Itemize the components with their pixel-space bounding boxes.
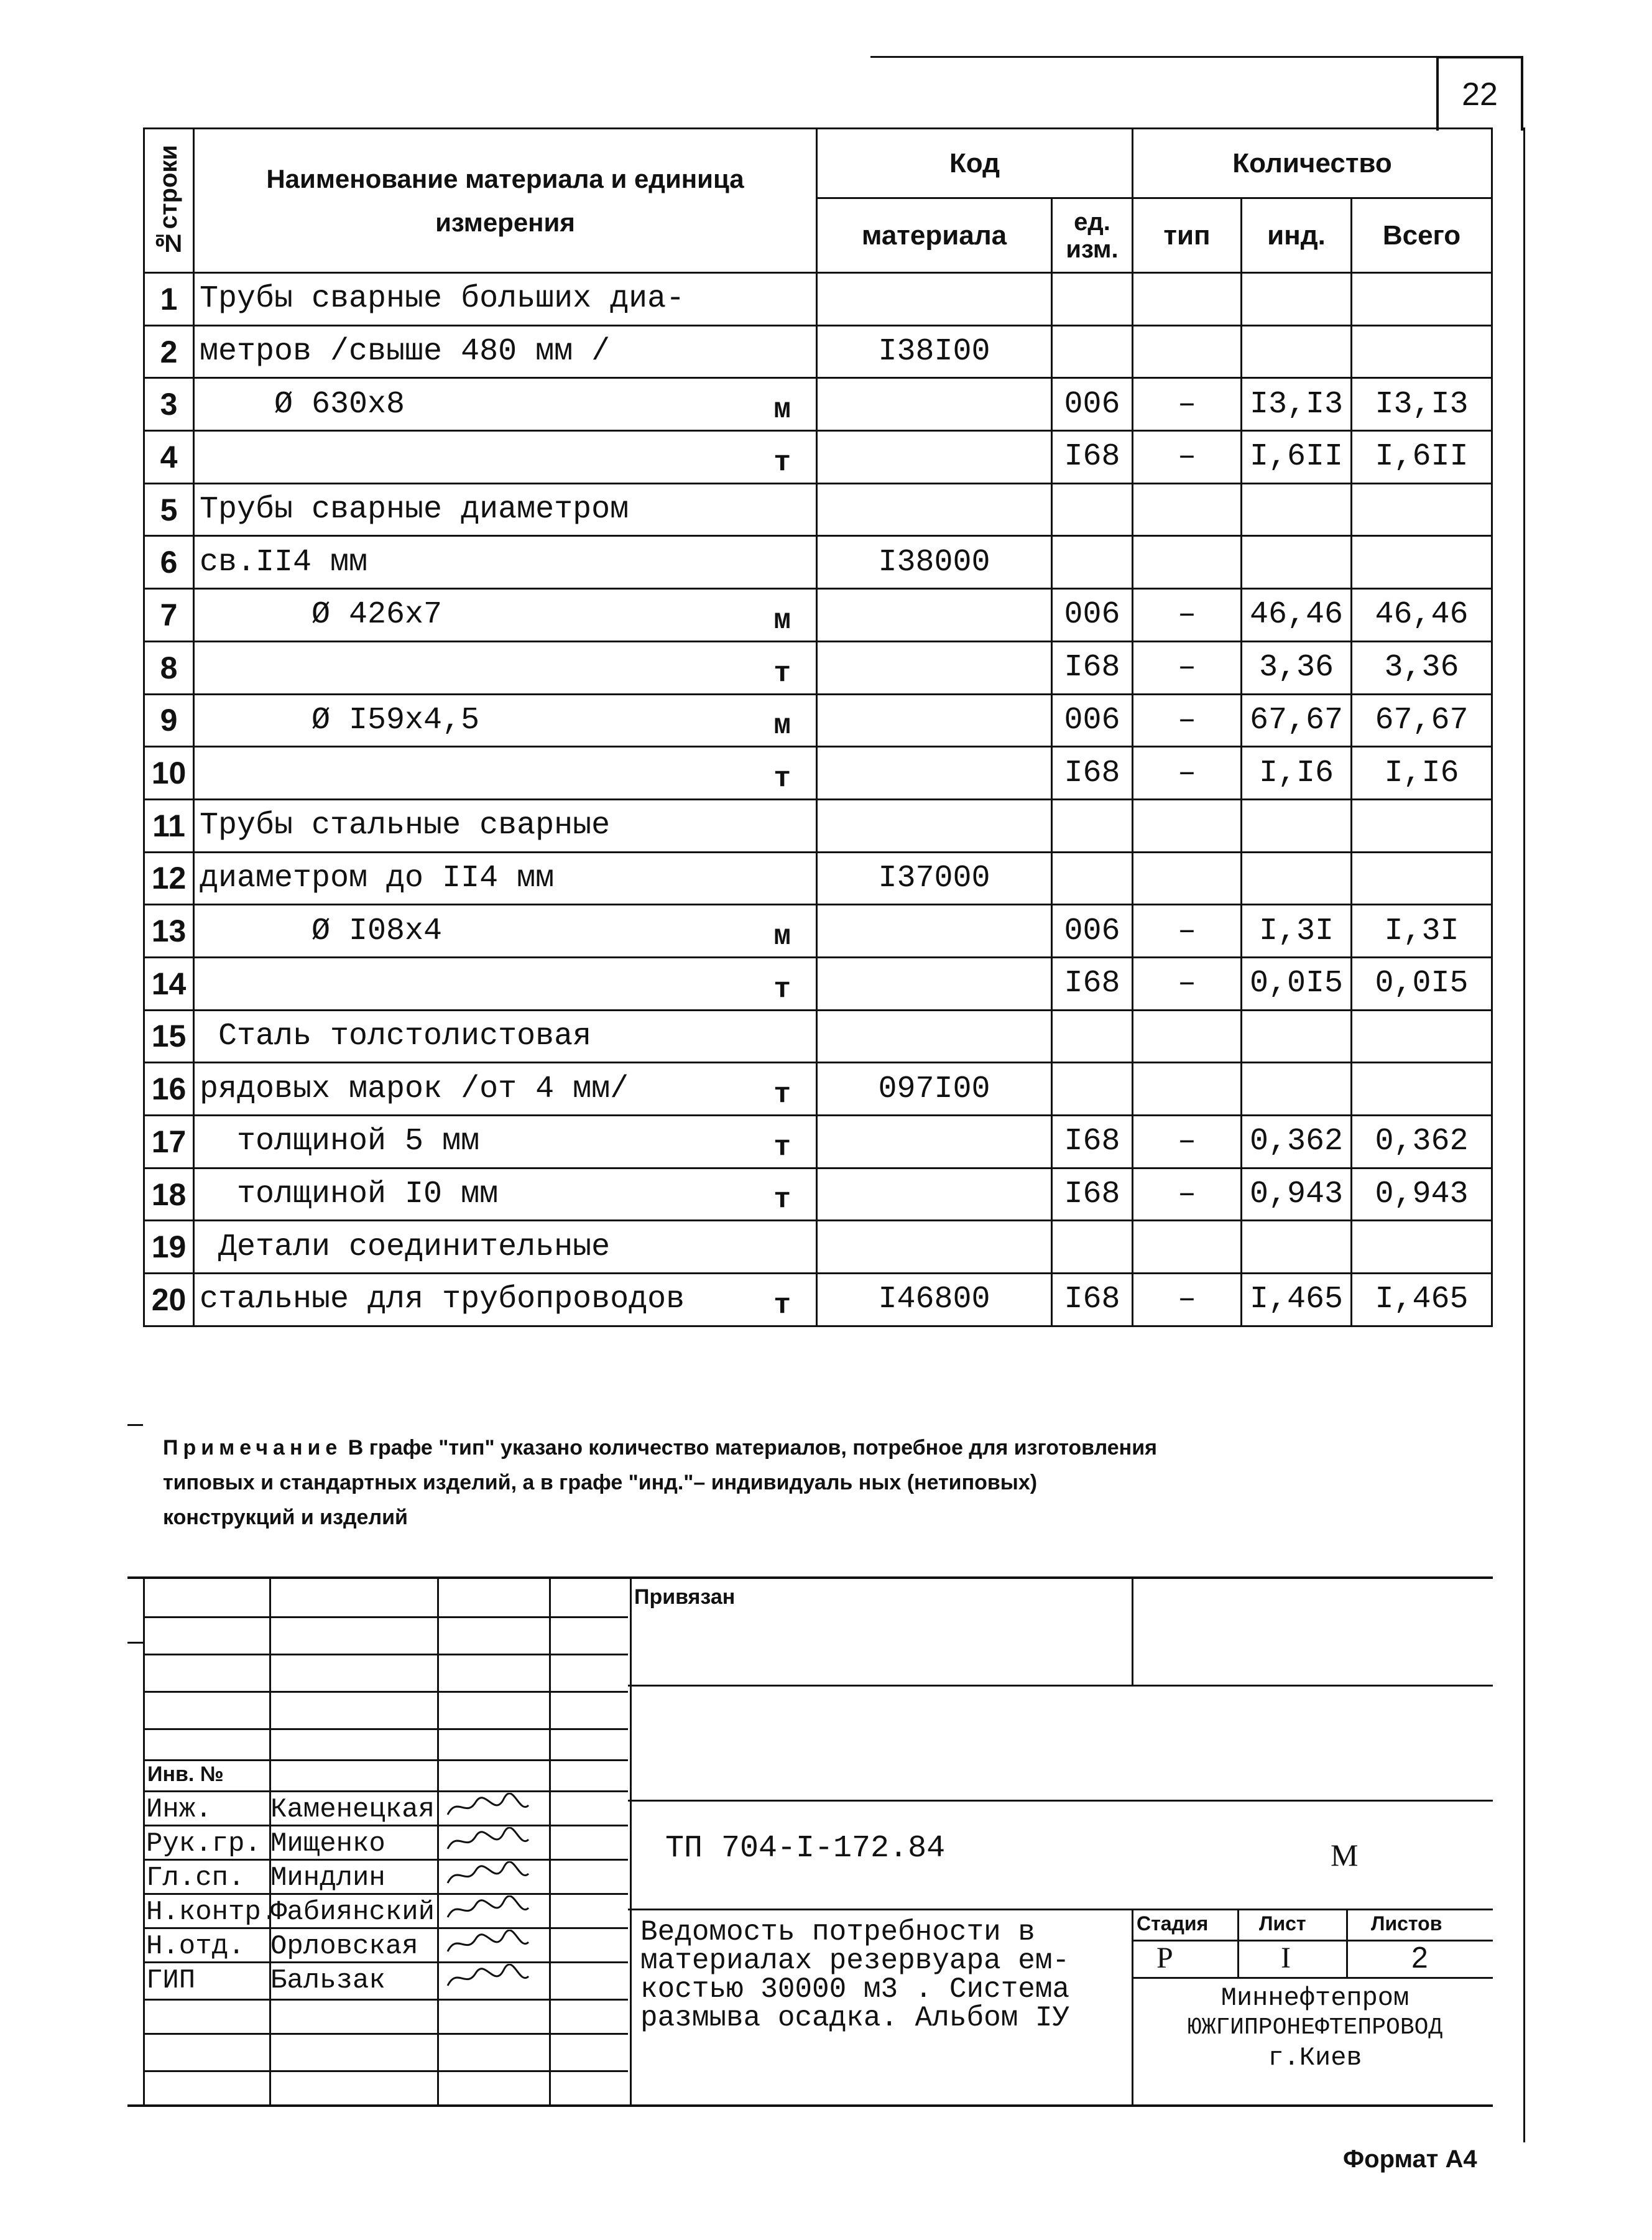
doc-code: ТП 704-I-172.84 [665, 1831, 946, 1866]
row-ind: 3,36 [1242, 641, 1352, 694]
row-unit-code: I68 [1052, 957, 1133, 1010]
row-name-text: толщиной 5 мм [200, 1124, 480, 1160]
stamp-person: Орловская [270, 1931, 418, 1962]
row-type: – [1133, 378, 1242, 431]
table-row [144, 1221, 1492, 1274]
row-unit-code: I68 [1052, 747, 1133, 800]
page-number: 22 [1436, 56, 1523, 131]
row-type [1133, 852, 1242, 905]
stamp-person: Мищенко [270, 1828, 385, 1859]
row-unit-code [1052, 1063, 1133, 1116]
header-total: Всего [1352, 198, 1492, 273]
stage-grid-line [1237, 1909, 1239, 1977]
sheet-label: Лист [1259, 1912, 1306, 1935]
row-material-code: I38I00 [817, 325, 1052, 378]
row-total [1352, 325, 1492, 378]
row-name-text: св.II4 мм [200, 544, 368, 580]
row-unit-code: 006 [1052, 905, 1133, 958]
row-ind: I3,I3 [1242, 378, 1352, 431]
row-unit-letter: м [773, 604, 791, 637]
table-row [144, 1010, 1492, 1063]
stage-value: Р [1156, 1941, 1173, 1974]
row-name [194, 1116, 817, 1169]
row-total: I,6II [1352, 431, 1492, 484]
header-material: материала [817, 198, 1052, 273]
row-total: 0,0I5 [1352, 957, 1492, 1010]
inv-no-label: Инв. № [147, 1762, 224, 1786]
row-type [1133, 1221, 1242, 1274]
row-name-text: Ø 630x8 [200, 386, 405, 422]
row-total [1352, 483, 1492, 536]
row-ind: I,3I [1242, 905, 1352, 958]
row-ind: I,6II [1242, 431, 1352, 484]
row-unit-code: 006 [1052, 694, 1133, 747]
table-row [144, 905, 1492, 958]
row-unit-letter: т [773, 657, 791, 690]
stamp-person: Каменецкая [270, 1794, 435, 1825]
row-unit-code [1052, 799, 1133, 852]
row-material-code: I38000 [817, 536, 1052, 589]
row-unit-code [1052, 536, 1133, 589]
stamp-person: Бальзак [270, 1965, 385, 1996]
org-block [1138, 1983, 1492, 2073]
row-unit-letter: т [773, 973, 791, 1006]
row-total: 46,46 [1352, 589, 1492, 642]
table-row [144, 431, 1492, 484]
row-total: I,3I [1352, 905, 1492, 958]
stage-grid-line [1346, 1909, 1348, 1977]
row-number: 17 [144, 1116, 194, 1169]
row-unit-code [1052, 325, 1133, 378]
row-name-text: Ø 426x7 [200, 597, 443, 633]
table-row [144, 1168, 1492, 1221]
row-material-code [817, 799, 1052, 852]
table-row [144, 1063, 1492, 1116]
row-material-code [817, 1010, 1052, 1063]
row-name [194, 957, 817, 1010]
table-row [144, 694, 1492, 747]
row-type [1133, 483, 1242, 536]
stamp-role: Рук.гр. [146, 1828, 261, 1859]
row-ind: 0,362 [1242, 1116, 1352, 1169]
stamp-person: Миндлин [270, 1863, 385, 1894]
row-material-code: 097I00 [817, 1063, 1052, 1116]
row-number: 4 [144, 431, 194, 484]
row-name-text: стальные для трубопроводов [200, 1282, 685, 1318]
row-name [194, 641, 817, 694]
row-name [194, 1010, 817, 1063]
doc-mark: М [1331, 1838, 1359, 1872]
row-name [194, 1221, 817, 1274]
row-unit-code: 006 [1052, 589, 1133, 642]
row-type: – [1133, 589, 1242, 642]
row-number: 10 [144, 747, 194, 800]
row-total: 67,67 [1352, 694, 1492, 747]
row-number: 16 [144, 1063, 194, 1116]
row-number: 5 [144, 483, 194, 536]
stamp-col-line [437, 1579, 439, 2104]
stamp-person: Фабиянский [270, 1897, 435, 1928]
privyazan-divider [1132, 1579, 1133, 1685]
row-ind [1242, 1063, 1352, 1116]
row-unit-letter: м [773, 394, 791, 427]
table-row [144, 957, 1492, 1010]
row-name [194, 325, 817, 378]
row-unit-code: I68 [1052, 431, 1133, 484]
row-type: – [1133, 694, 1242, 747]
row-unit-code: I68 [1052, 641, 1133, 694]
row-number: 7 [144, 589, 194, 642]
table-row [144, 325, 1492, 378]
row-material-code [817, 905, 1052, 958]
row-number: 8 [144, 641, 194, 694]
row-material-code [817, 431, 1052, 484]
stamp-right [628, 1579, 1493, 2104]
row-unit-letter: м [773, 710, 791, 743]
header-row-no-label: №строки [155, 144, 182, 257]
row-number: 6 [144, 536, 194, 589]
margin-tick [127, 1642, 143, 1644]
frame-right-edge [1523, 127, 1525, 2142]
row-name-text: толщиной I0 мм [200, 1177, 499, 1213]
org-ministry: Миннефтепром [1221, 1983, 1410, 2013]
row-type: – [1133, 1274, 1242, 1326]
row-number: 11 [144, 799, 194, 852]
row-name [194, 273, 817, 326]
row-type [1133, 536, 1242, 589]
row-ind [1242, 325, 1352, 378]
row-name-text: метров /свыше 480 мм / [200, 334, 611, 370]
sheet-value: I [1281, 1941, 1291, 1974]
row-ind [1242, 799, 1352, 852]
row-ind: 0,943 [1242, 1168, 1352, 1221]
row-type [1133, 1010, 1242, 1063]
sheets-label: Листов [1371, 1912, 1442, 1935]
row-ind [1242, 273, 1352, 326]
materials-table [143, 127, 1493, 1327]
row-total [1352, 852, 1492, 905]
stamp-role: Гл.сп. [146, 1863, 245, 1894]
row-type: – [1133, 1116, 1242, 1169]
row-name-text: рядовых марок /от 4 мм/ [200, 1071, 629, 1107]
row-total: 0,943 [1352, 1168, 1492, 1221]
table-row [144, 378, 1492, 431]
row-type [1133, 273, 1242, 326]
row-total: 0,362 [1352, 1116, 1492, 1169]
row-name-text: Ø I59x4,5 [200, 702, 480, 738]
stamp-block [127, 1576, 1493, 2107]
table-row [144, 589, 1492, 642]
header-quantity: Количество [1133, 129, 1492, 198]
row-material-code [817, 747, 1052, 800]
row-total [1352, 536, 1492, 589]
row-material-code [817, 483, 1052, 536]
row-ind [1242, 852, 1352, 905]
row-type: – [1133, 905, 1242, 958]
stamp-row-line [143, 2070, 628, 2072]
row-material-code [817, 1168, 1052, 1221]
row-number: 20 [144, 1274, 194, 1326]
table-row [144, 641, 1492, 694]
table-row [144, 747, 1492, 800]
stage-grid-line [1132, 1940, 1493, 1941]
row-unit-code: I68 [1052, 1116, 1133, 1169]
row-ind [1242, 483, 1352, 536]
row-unit-letter: т [773, 1289, 791, 1321]
row-unit-code: I68 [1052, 1274, 1133, 1326]
row-ind [1242, 1010, 1352, 1063]
stamp-role: Н.контр. [146, 1897, 278, 1928]
row-number: 15 [144, 1010, 194, 1063]
row-unit-letter: т [773, 762, 791, 795]
row-type: – [1133, 641, 1242, 694]
header-row-no [144, 129, 194, 273]
row-unit-code [1052, 483, 1133, 536]
row-material-code [817, 641, 1052, 694]
row-ind [1242, 1221, 1352, 1274]
stamp-row-line [143, 2033, 628, 2035]
row-total: I3,I3 [1352, 378, 1492, 431]
stamp-row-line [143, 1616, 628, 1618]
row-name [194, 799, 817, 852]
row-unit-code [1052, 852, 1133, 905]
signature [445, 1861, 532, 1890]
row-name [194, 852, 817, 905]
row-name [194, 1063, 817, 1116]
row-type [1133, 325, 1242, 378]
margin-tick [127, 1424, 143, 1426]
row-unit-letter: т [773, 1078, 791, 1111]
org-institute: ЮЖГИПРОНЕФТЕПРОВОД [1187, 2014, 1443, 2041]
row-material-code [817, 1221, 1052, 1274]
stamp-row-line [143, 1790, 628, 1792]
row-material-code [817, 273, 1052, 326]
table-row [144, 1116, 1492, 1169]
row-ind [1242, 536, 1352, 589]
row-type: – [1133, 1168, 1242, 1221]
table-body [144, 273, 1492, 1326]
row-name [194, 905, 817, 958]
signature [445, 1827, 532, 1856]
sheets-value: 2 [1411, 1941, 1428, 1974]
row-total [1352, 273, 1492, 326]
table-row [144, 1274, 1492, 1326]
row-name-text: Детали соединительные [200, 1229, 611, 1265]
privyazan-bottom [628, 1685, 1493, 1687]
row-unit-code: I68 [1052, 1168, 1133, 1221]
row-name-text: Сталь толстолистовая [200, 1018, 592, 1054]
row-unit-letter: т [773, 1131, 791, 1164]
header-unit: ед. изм. [1052, 198, 1133, 273]
signature [445, 1964, 532, 1992]
row-ind: I,I6 [1242, 747, 1352, 800]
note-lead: Примечание [163, 1436, 343, 1460]
row-material-code [817, 694, 1052, 747]
row-name-text: Трубы стальные сварные [200, 808, 611, 844]
stage-label: Стадия [1137, 1912, 1209, 1935]
signature [445, 1930, 532, 1958]
row-name [194, 1168, 817, 1221]
stage-grid [1132, 1909, 1493, 1979]
row-type: – [1133, 957, 1242, 1010]
row-unit-letter: т [773, 1183, 791, 1216]
row-name [194, 378, 817, 431]
row-total: 3,36 [1352, 641, 1492, 694]
row-unit-code [1052, 273, 1133, 326]
row-number: 2 [144, 325, 194, 378]
signature [445, 1793, 532, 1821]
stamp-row-line [143, 1759, 628, 1761]
top-rule [870, 56, 1436, 58]
row-type [1133, 799, 1242, 852]
row-material-code: I46800 [817, 1274, 1052, 1326]
row-type: – [1133, 747, 1242, 800]
row-material-code [817, 589, 1052, 642]
note-text: В графе "тип" указано количество материалов, потребное для изготовления типовых и стандартных изделий, а в графе "инд."– индивидуаль ных (нетиповых) конструкций и изделий [163, 1436, 1157, 1529]
row-name-text: Ø I08x4 [200, 913, 443, 949]
stamp-role: ГИП [146, 1965, 196, 1996]
row-material-code [817, 1116, 1052, 1169]
row-number: 19 [144, 1221, 194, 1274]
table-row [144, 852, 1492, 905]
row-number: 13 [144, 905, 194, 958]
row-name [194, 431, 817, 484]
row-total: I,I6 [1352, 747, 1492, 800]
row-ind: 0,0I5 [1242, 957, 1352, 1010]
stamp-row-line [143, 1691, 628, 1693]
row-ind: I,465 [1242, 1274, 1352, 1326]
row-number: 14 [144, 957, 194, 1010]
signature [445, 1895, 532, 1924]
row-number: 12 [144, 852, 194, 905]
row-name [194, 1274, 817, 1326]
row-total [1352, 799, 1492, 852]
row-total [1352, 1010, 1492, 1063]
row-type: – [1133, 431, 1242, 484]
table-row [144, 536, 1492, 589]
row-total [1352, 1063, 1492, 1116]
stamp-role: Н.отд. [146, 1931, 245, 1962]
stamp-col-line [549, 1579, 551, 2104]
row-unit-code [1052, 1010, 1133, 1063]
table-row [144, 799, 1492, 852]
row-number: 1 [144, 273, 194, 326]
row-unit-code [1052, 1221, 1133, 1274]
row-unit-letter: т [773, 446, 791, 479]
row-unit-letter: м [773, 920, 791, 953]
row-number: 18 [144, 1168, 194, 1221]
org-city: г.Киев [1268, 2043, 1362, 2073]
table-row [144, 273, 1492, 326]
row-ind: 67,67 [1242, 694, 1352, 747]
stamp-row-line [143, 1999, 628, 2001]
note [163, 1430, 1158, 1535]
row-number: 3 [144, 378, 194, 431]
header-name-label: Наименование материала и единица измерения [266, 164, 744, 237]
row-type [1133, 1063, 1242, 1116]
header-type: тип [1133, 198, 1242, 273]
row-material-code: I37000 [817, 852, 1052, 905]
row-unit-code: 006 [1052, 378, 1133, 431]
row-name [194, 483, 817, 536]
row-name [194, 694, 817, 747]
row-material-code [817, 378, 1052, 431]
stamp-role: Инж. [146, 1794, 212, 1825]
header-code: Код [817, 129, 1133, 198]
row-name [194, 589, 817, 642]
table-row [144, 483, 1492, 536]
row-name-text: диаметром до II4 мм [200, 860, 555, 896]
row-material-code [817, 957, 1052, 1010]
row-name-text: Трубы сварные диаметром [200, 492, 629, 528]
row-name [194, 747, 817, 800]
code-row-top [628, 1800, 1493, 1802]
stamp-row-line [143, 1728, 628, 1730]
header-name [194, 129, 817, 273]
row-number: 9 [144, 694, 194, 747]
row-ind: 46,46 [1242, 589, 1352, 642]
privyazan-label: Привязан [634, 1585, 736, 1609]
doc-title: Ведомость потребности в материалах резервуара ем- костью 30000 м3 . Система размыва осадка. Альбом IУ [640, 1916, 1070, 2034]
row-name [194, 536, 817, 589]
header-ind: инд. [1242, 198, 1352, 273]
row-total: I,465 [1352, 1274, 1492, 1326]
footer-format-mark: Формат А4 [1343, 2145, 1477, 2173]
row-name-text: Трубы сварные больших диа- [200, 281, 685, 317]
stamp-row-line [143, 1654, 628, 1655]
row-total [1352, 1221, 1492, 1274]
